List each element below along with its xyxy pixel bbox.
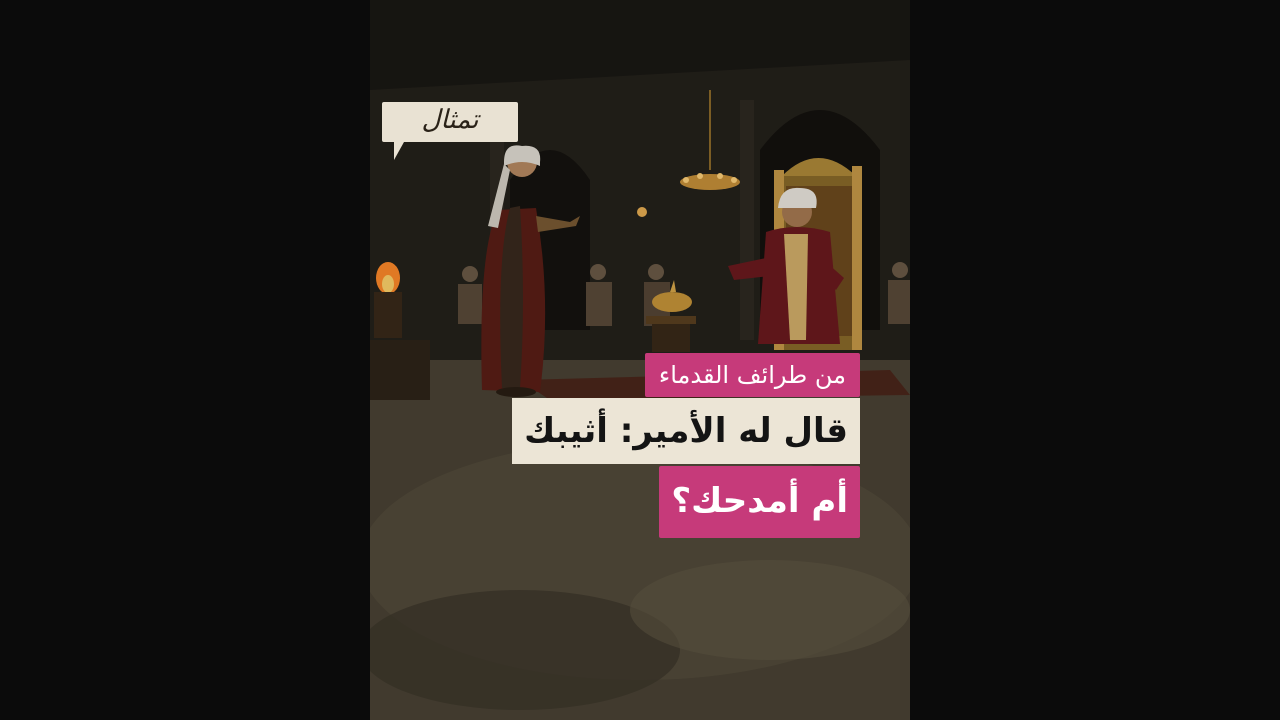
- headline-line-2: أم أمدحك؟: [659, 466, 860, 538]
- video-frame: [370, 0, 910, 720]
- category-tag: من طرائف القدماء: [645, 353, 860, 397]
- channel-logo: [382, 102, 518, 142]
- logo-wordmark: تمثال: [421, 105, 479, 135]
- headline-line-1: قال له الأمير: أثيبك: [512, 398, 860, 464]
